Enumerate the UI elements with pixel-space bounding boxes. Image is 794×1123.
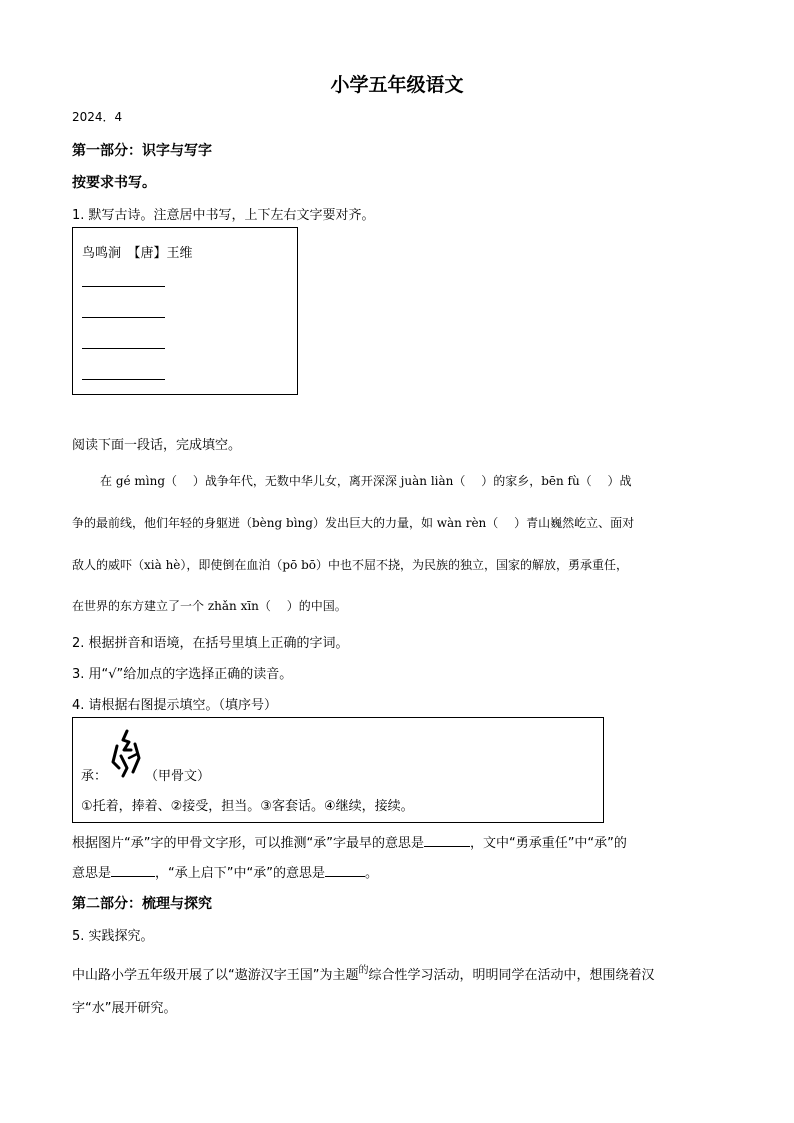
poem-header: 鸟鸣涧 【唐】王维 [82,246,193,261]
passage-line-1: 在 gé mìng（ ）战争年代，无数中华儿女，离开深深 juàn liàn（ ）的家乡，bēn fù（ ）战 [100,474,632,488]
question-4: 4. 请根据右图提示填空。（填序号） [72,698,278,713]
oracle-bone-box [72,717,604,823]
question-3: 3. 用“√”给加点的字选择正确的读音。 [72,667,293,682]
p5-text-a: 中山路小学五年级开展了以“遨游汉字王国”为主题 [72,968,359,983]
answer-blank[interactable] [325,876,365,877]
answer-line[interactable] [82,286,165,287]
poem-answer-box [72,227,298,395]
passage-line-2: 争的最前线，他们年轻的身躯迸（bèng bìng）发出巨大的力量，如 wàn rèn（ ）青山巍然屹立、面对 [72,516,635,530]
passage-line-4: 在世界的东方建立了一个 zhǎn xīn（ ）的中国。 [72,599,347,613]
char-meanings: ①托着，捧着、②接受，担当。③客套话。④继续，接续。 [81,799,414,814]
paragraph-5-line-2: 字“水”展开研究。 [72,1001,177,1016]
part1-heading: 第一部分：识字与写字 [72,143,212,159]
question-1: 1. 默写古诗。注意居中书写，上下左右文字要对齐。 [72,208,375,223]
passage-line-3: 敌人的威吓（xià hè），即使倒在血泊（pō bō）中也不屈不挠，为民族的独立，国家的解放，勇承重任， [72,558,629,572]
q4-text-b: ，文中“勇承重任”中“承”的 [469,836,627,851]
question-5: 5. 实践探究。 [72,929,154,944]
char-label: 承： [81,769,108,784]
answer-blank[interactable] [424,846,470,847]
q4-text-d: ，“承上启下”中“承”的意思是 [155,866,325,881]
paragraph-5-line-1 [72,964,655,983]
part2-heading: 第二部分：梳理与探究 [72,896,212,912]
question-4-text-line-1 [72,832,627,851]
document-title: 小学五年级语文 [330,74,464,96]
answer-line[interactable] [82,348,165,349]
question-2: 2. 根据拼音和语境，在括号里填上正确的字词。 [72,636,349,651]
char-type: （甲骨文） [145,769,211,784]
q4-text-e: 。 [364,866,378,881]
answer-blank[interactable] [111,876,155,877]
document-date: 2024．4 [72,110,123,124]
oracle-bone-glyph-icon [109,728,145,778]
answer-line[interactable] [82,317,165,318]
answer-line[interactable] [82,379,165,380]
instruction-heading: 按要求书写。 [72,175,156,191]
question-4-text-line-2 [72,862,378,881]
q4-text-c: 意思是 [72,866,112,881]
reading-instruction: 阅读下面一段话，完成填空。 [72,438,242,453]
q4-text-a: 根据图片“承”字的甲骨文字形，可以推测“承”字最早的意思是 [72,836,424,851]
p5-de: 的 [358,965,369,976]
p5-text-b: 综合性学习活动，明明同学在活动中，想围绕着汉 [368,968,655,983]
